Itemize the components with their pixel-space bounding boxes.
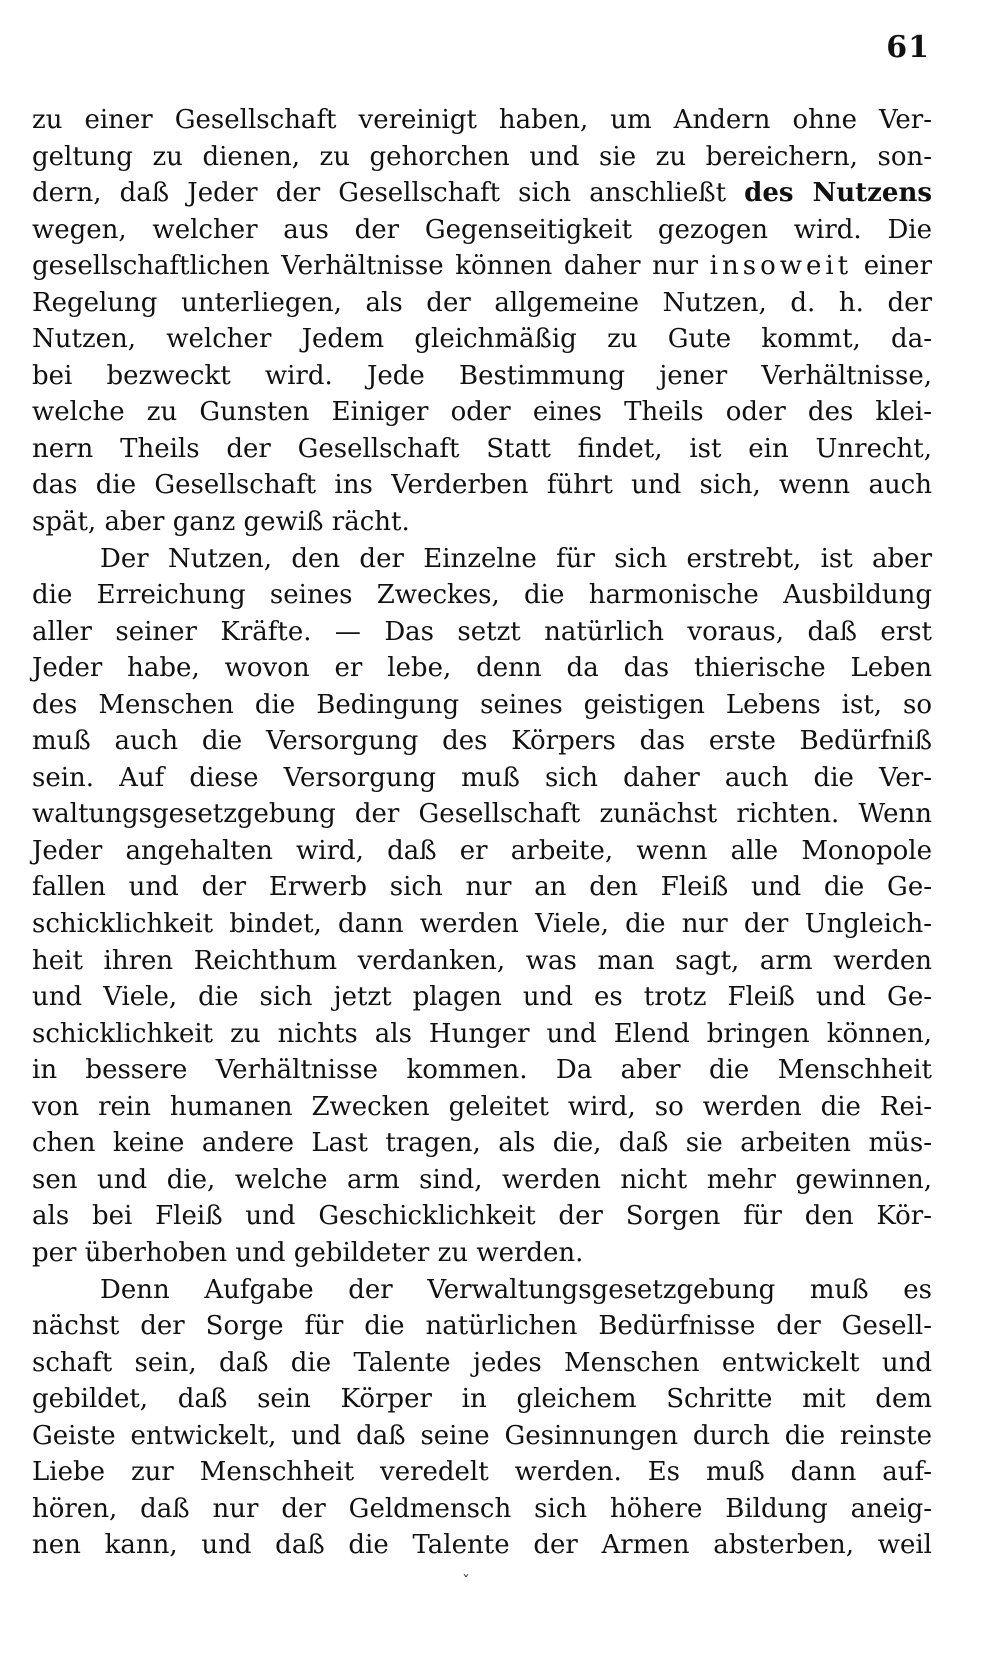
text-segment: gesellschaftlichen Verhältnisse können daher nur [32,251,710,282]
text-line: Jeder habe, wovon er lebe, denn da das thierische Leben [32,653,932,684]
text-line: zu einer Gesellschaft vereinigt haben, um Andern ohne Ver- [32,105,932,135]
text-line: muß auch die Versorgung des Körpers das erste Bedürfniß [32,726,932,757]
text-line: schicklichkeit bindet, dann werden Viele, die nur der Ungleich- [32,909,932,940]
text-line: sein. Auf diese Versorgung muß sich daher auch die Ver- [32,762,932,793]
text-line: sen und die, welche arm sind, werden nicht mehr gewinnen, [32,1164,932,1195]
text-line: fallen und der Erwerb sich nur an den Fleiß und die Ge- [32,872,932,903]
text-line: des Menschen die Bedingung seines geistigen Lebens ist, so [32,689,932,720]
text-line: aller seiner Kräfte. — Das setzt natürlich voraus, daß erst [32,616,932,647]
text-line: waltungsgesetzgebung der Gesellschaft zunächst richten. Wenn [32,799,932,830]
text-line [32,175,932,212]
paragraph-start-line: Denn Aufgabe der Verwaltungsgesetzgebung muß es [100,1274,932,1305]
spaced-phrase: insoweit [709,251,853,282]
text-line: als bei Fleiß und Geschicklichkeit der Sorgen für den Kör- [32,1201,932,1232]
text-segment: einer [852,251,932,282]
text-line: Liebe zur Menschheit veredelt werden. Es muß dann auf- [32,1457,932,1488]
body-text [32,102,932,1564]
text-line: hören, daß nur der Geldmensch sich höhere Bildung aneig- [32,1493,932,1524]
text-line: Regelung unterliegen, als der allgemeine Nutzen, d. h. der [32,287,932,318]
text-line: schaft sein, daß die Talente jedes Menschen entwickelt und [32,1347,932,1378]
page-number: 61 [886,30,930,65]
text-line: die Erreichung seines Zweckes, die harmonische Ausbildung [32,580,932,611]
paragraph-end-line: spät, aber ganz gewiß rächt. [32,507,410,538]
text-line: und Viele, die sich jetzt plagen und es trotz Fleiß und Ge- [32,982,932,1013]
text-line: in bessere Verhältnisse kommen. Da aber die Menschheit [32,1055,932,1086]
paragraph-end-line: per überhoben und gebildeter zu werden. [32,1237,584,1268]
text-line: wegen, welcher aus der Gegenseitigkeit gezogen wird. Die [32,214,932,245]
text-line: chen keine andere Last tragen, als die, daß sie arbeiten müs- [32,1128,932,1159]
text-line: Nutzen, welcher Jedem gleichmäßig zu Gute kommt, da- [32,324,932,355]
text-line: geltung zu dienen, zu gehorchen und sie zu bereichern, son- [32,141,932,172]
text-line: Geiste entwickelt, und daß seine Gesinnungen durch die reinste [32,1420,932,1451]
emphasized-phrase: des Nutzens [744,178,932,209]
paragraph-start-line: Der Nutzen, den der Einzelne für sich erstrebt, ist aber [100,543,932,574]
text-line: nern Theils der Gesellschaft Statt findet, ist ein Unrecht, [32,433,932,464]
text-line: welche zu Gunsten Einiger oder eines Theils oder des klei- [32,397,932,428]
text-line [32,248,932,285]
text-line: Jeder angehalten wird, daß er arbeite, wenn alle Monopole [32,835,932,866]
text-line: von rein humanen Zwecken geleitet wird, so werden die Rei- [32,1091,932,1122]
text-line: heit ihren Reichthum verdanken, was man sagt, arm werden [32,945,932,976]
text-line: gebildet, daß sein Körper in gleichem Schritte mit dem [32,1384,932,1415]
text-line: bei bezweckt wird. Jede Bestimmung jener Verhältnisse, [32,360,932,391]
printer-mark: ˇ [462,1572,470,1591]
text-line: nächst der Sorge für die natürlichen Bedürfnisse der Gesell- [32,1311,932,1342]
text-line: das die Gesellschaft ins Verderben führt und sich, wenn auch [32,470,932,501]
text-segment: dern, daß Jeder der Gesellschaft sich anschließt [32,178,745,209]
text-line: nen kann, und daß die Talente der Armen absterben, weil [32,1530,932,1561]
text-line: schicklichkeit zu nichts als Hunger und Elend bringen können, [32,1018,932,1049]
